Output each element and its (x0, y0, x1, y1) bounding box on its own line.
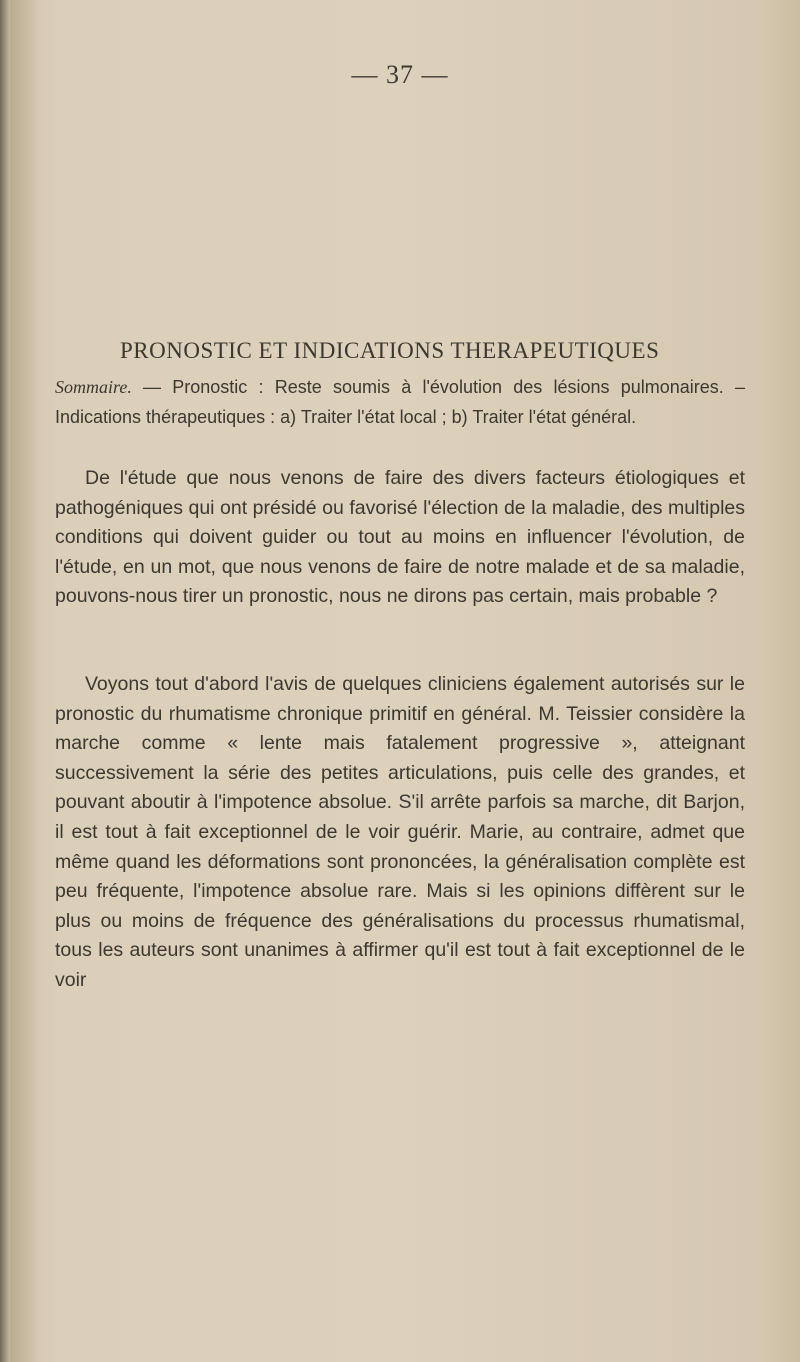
summary (55, 372, 745, 432)
paragraph-1: De l'étude que nous venons de faire des divers facteurs étiologiques et pathogéniques qui ont présidé ou favorisé l'élection de la maladie, des multiples conditions qui doivent guider ou tout au moins en influencer l'évolution, de l'étude, en un mot, que nous venons de faire de notre malade et de sa maladie, pouvons-nous tirer un pronostic, nous ne dirons pas certain, mais probable ? (55, 467, 745, 608)
summary-text: — Pronostic : Reste soumis à l'évolution des lésions pulmonaires. – Indications thérapeutiques : a) Traiter l'état local ; b) Traiter l'état général. (55, 377, 745, 427)
page-binding-edge (0, 0, 10, 1362)
page-number: — 37 — (351, 60, 449, 89)
chapter-title: PRONOSTIC ET INDICATIONS THERAPEUTIQUES (120, 338, 660, 363)
binding-shadow (10, 0, 40, 1362)
paragraph-2: Voyons tout d'abord l'avis de quelques cliniciens également autorisés sur le pronostic du rhumatisme chronique primitif en général. M. Teissier considère la marche comme « lente mais fatalement progressive », atteignant successivement la série des petites articulations, puis celle des grandes, et pouvant aboutir à l'impotence absolue. S'il arrête parfois sa marche, dit Barjon, il est tout à fait exceptionnel de le voir guérir. Marie, au contraire, admet que même quand les déformations sont prononcées, la généralisation complète est peu fréquente, l'impotence absolue rare. Mais si les opinions diffèrent sur le plus ou moins de fréquence des généralisations du processus rhumatismal, tous les auteurs sont unanimes à affirmer qu'il est tout à fait exceptionnel de le voir (55, 673, 745, 991)
summary-label: Sommaire. (55, 377, 132, 397)
